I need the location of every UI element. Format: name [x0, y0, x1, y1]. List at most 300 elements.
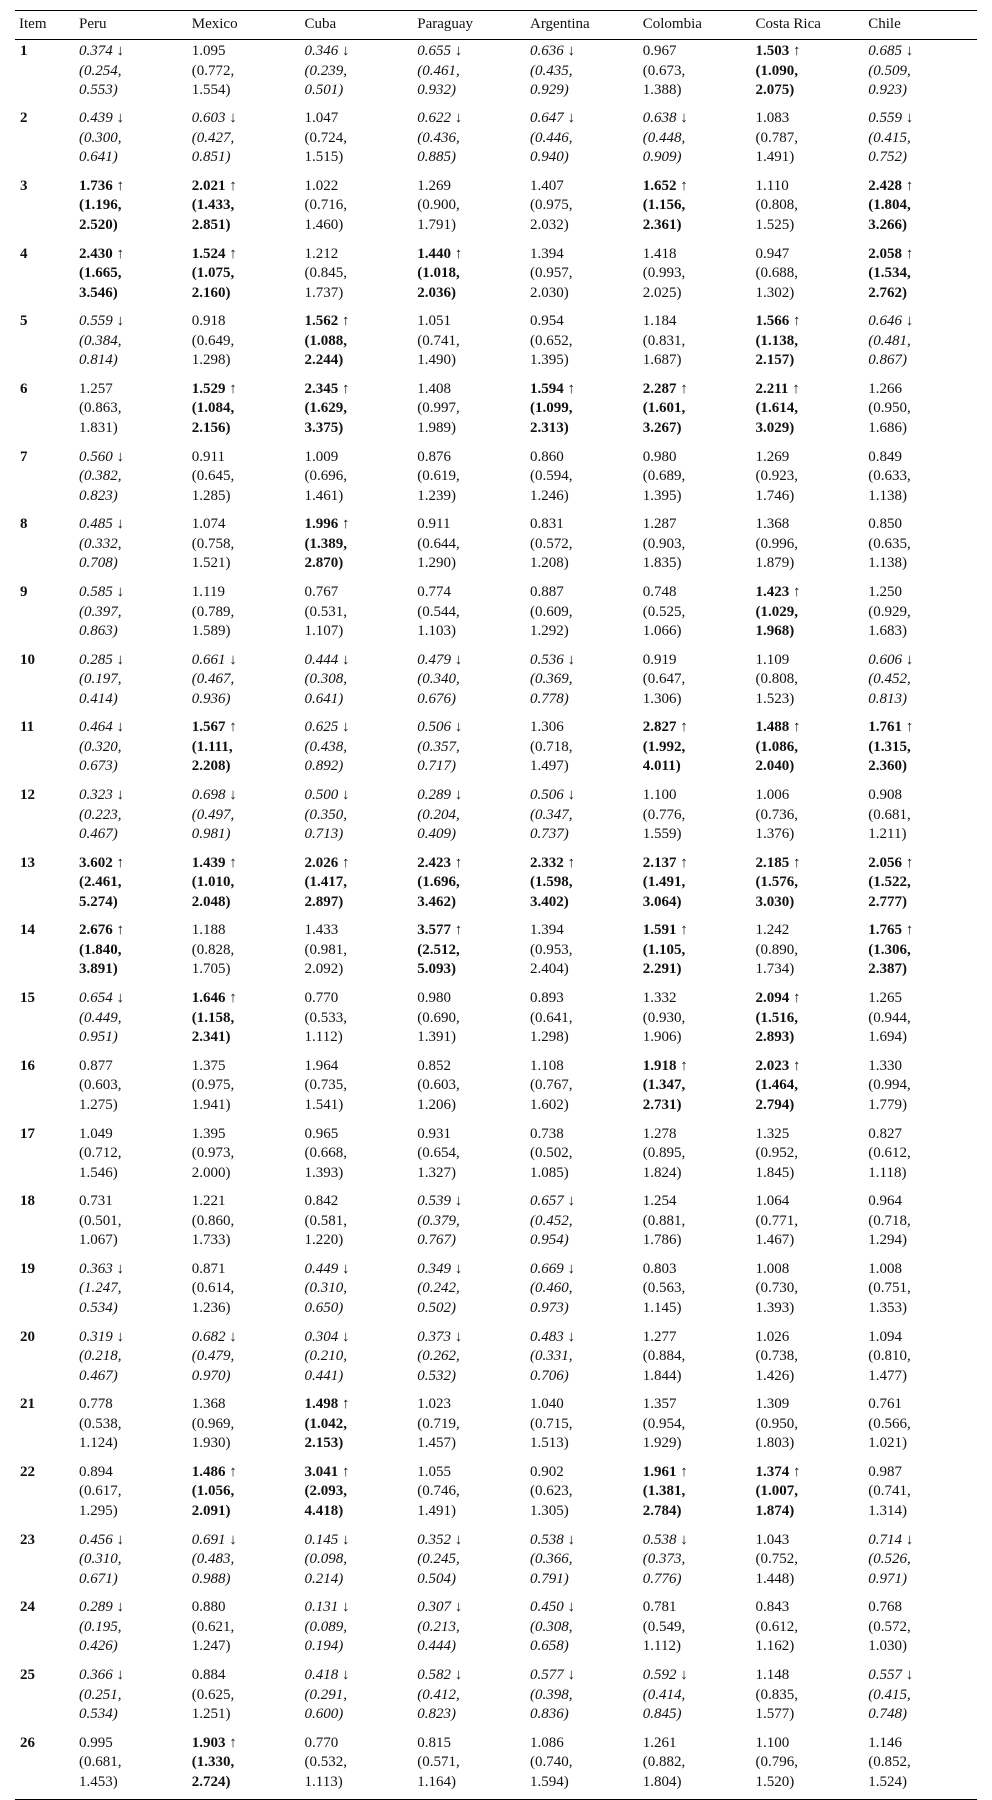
estimate-cell [417, 854, 477, 913]
row-item-number: 19 [20, 1260, 35, 1277]
estimate-value: 1.074 [191, 516, 226, 533]
estimate-value: 0.682 [191, 1328, 226, 1345]
estimate-cell [756, 380, 816, 439]
estimate-line [756, 380, 816, 400]
estimate-value: 1.043 [755, 1531, 790, 1548]
estimate-line [305, 786, 365, 806]
ci-upper: 1.546 [79, 1164, 113, 1181]
ci-lower: 0.525 [647, 603, 682, 620]
estimate-line [530, 1057, 590, 1077]
row-item-number: 24 [20, 1599, 35, 1616]
ci-lower: 2.461 [84, 874, 118, 891]
table-cell [75, 107, 188, 175]
ci-lower: 0.718 [535, 738, 569, 755]
ci-upper: 0.814 [79, 352, 113, 369]
ci-upper: 1.206 [417, 1096, 451, 1113]
table-cell [301, 987, 414, 1055]
estimate-cell [868, 1057, 928, 1116]
ci-upper-line: 0.970) [191, 1367, 231, 1384]
ci-lower-line: (0.603, [79, 1077, 122, 1094]
ci-lower: 0.654 [422, 1145, 456, 1161]
estimate-line [192, 1666, 252, 1686]
estimate-value: 0.964 [868, 1193, 902, 1210]
ci-lower: 0.741 [422, 332, 456, 349]
ci-lower: 0.612 [760, 1618, 795, 1635]
estimate-value: 2.211 [755, 380, 789, 397]
arrow-up-icon: ↑ [338, 854, 350, 871]
estimate-cell [417, 380, 477, 439]
table-row [15, 1055, 977, 1123]
table-cell [75, 1055, 188, 1123]
ci-lower: 0.852 [873, 1754, 907, 1771]
estimate-cell [530, 1531, 590, 1590]
ci-upper-line: 1.524) [868, 1773, 907, 1790]
ci-upper-line: 1.835) [642, 555, 682, 572]
ci-lower-line: (0.696, [304, 468, 347, 485]
estimate-line [868, 1666, 928, 1686]
estimate-line [79, 989, 139, 1009]
estimate-line [79, 312, 139, 332]
ci-lower-line: (0.213, [417, 1618, 460, 1635]
ci-lower-line: (1.601, [642, 400, 686, 417]
ci-upper-line: 2.897) [304, 893, 344, 910]
ci-lower: 0.767 [535, 1077, 569, 1094]
ci-lower: 0.796 [760, 1754, 795, 1771]
ci-upper-line: 0.673) [79, 758, 118, 775]
estimate-value: 1.188 [191, 922, 226, 939]
table-cell [75, 1664, 188, 1732]
estimate-value: 1.242 [755, 922, 790, 939]
ci-lower: 0.789 [196, 603, 231, 620]
estimate-cell [756, 989, 816, 1048]
estimate-cell [79, 718, 139, 777]
estimate-line [417, 1057, 477, 1077]
arrow-up-icon: ↑ [789, 43, 801, 59]
ci-upper: 0.673 [79, 758, 113, 775]
table-cell [188, 1326, 301, 1394]
table-cell [639, 581, 752, 649]
table-cell [864, 513, 977, 581]
estimate-cell [756, 921, 816, 980]
arrow-down-icon: ↓ [902, 651, 914, 668]
row-item-number: 10 [20, 651, 35, 668]
ci-lower-line: (0.996, [755, 535, 798, 552]
ci-upper-line: 1.292) [530, 623, 569, 639]
estimate-value: 2.827 [642, 719, 677, 736]
column-header-mexico: Mexico [191, 16, 238, 33]
arrow-up-icon: ↑ [789, 854, 801, 871]
arrow-up-icon: ↑ [338, 380, 350, 397]
ci-lower: 0.239 [309, 62, 344, 79]
row-item-number: 16 [20, 1057, 35, 1074]
ci-upper-line: 3.375) [304, 419, 344, 436]
table-cell [752, 919, 865, 987]
estimate-value: 0.770 [304, 990, 339, 1007]
estimate-line [192, 1395, 252, 1415]
ci-lower: 1.992 [647, 738, 682, 755]
arrow-down-icon: ↓ [563, 43, 575, 59]
ci-upper: 1.523 [755, 690, 790, 707]
ci-upper: 1.306 [642, 690, 677, 707]
row-item-number: 11 [20, 719, 35, 736]
ci-lower: 0.581 [309, 1212, 344, 1229]
arrow-up-icon: ↑ [789, 1463, 801, 1480]
table-cell [75, 852, 188, 920]
estimate-cell [643, 1598, 703, 1657]
ci-upper: 3.462 [417, 893, 451, 910]
ci-upper-line: 0.845) [642, 1706, 682, 1722]
ci-lower: 0.715 [535, 1415, 569, 1432]
table-cell [639, 40, 752, 108]
estimate-cell [643, 42, 703, 101]
ci-lower: 1.196 [84, 197, 118, 214]
ci-lower-line: (0.652, [530, 332, 573, 349]
ci-upper-line: 2.784) [642, 1502, 682, 1519]
ci-upper: 1.779 [868, 1096, 902, 1113]
estimate-cell [530, 651, 590, 710]
ci-lower: 0.944 [873, 1009, 907, 1026]
ci-lower: 0.719 [422, 1415, 456, 1432]
ci-lower: 2.512 [422, 941, 456, 958]
estimate-value: 3.602 [79, 854, 113, 871]
table-cell [413, 1123, 526, 1191]
ci-upper-line: 2.025) [642, 284, 682, 301]
estimate-value: 1.051 [417, 313, 451, 330]
row-item-number: 21 [20, 1396, 35, 1413]
estimate-value: 0.655 [417, 43, 451, 59]
column-header-argentina: Argentina [530, 16, 590, 33]
estimate-value: 0.849 [868, 448, 902, 465]
ci-upper: 1.602 [530, 1096, 564, 1113]
table-cell [639, 513, 752, 581]
estimate-line [192, 1125, 252, 1145]
ci-upper: 1.426 [755, 1367, 790, 1384]
estimate-value: 0.585 [79, 584, 113, 600]
ci-lower-line: (0.997, [417, 400, 460, 417]
ci-upper: 2.291 [642, 961, 677, 978]
estimate-line [643, 1260, 703, 1280]
ci-upper-line: 2.762) [868, 284, 907, 301]
estimate-line [79, 448, 139, 468]
table-cell [752, 243, 865, 311]
ci-lower: 0.930 [647, 1009, 682, 1026]
estimate-cell [530, 1260, 590, 1319]
table-cell [752, 649, 865, 717]
estimate-cell [192, 448, 252, 507]
estimate-line [79, 177, 139, 197]
ci-lower: 1.381 [647, 1483, 682, 1500]
arrow-up-icon: ↑ [676, 922, 688, 939]
estimate-line [192, 583, 252, 603]
estimate-cell [417, 786, 477, 845]
ci-lower-line: (2.461, [79, 874, 122, 891]
ci-upper-line: 1.554) [191, 82, 231, 98]
table-cell [188, 1055, 301, 1123]
table-cell [864, 446, 977, 514]
estimate-line [643, 1057, 703, 1077]
arrow-down-icon: ↓ [563, 110, 575, 127]
estimate-line [192, 1734, 252, 1754]
ci-upper-line: 0.467) [79, 826, 118, 843]
estimate-value: 0.887 [530, 584, 564, 600]
ci-lower: 0.900 [422, 197, 456, 214]
table-row [15, 1664, 977, 1732]
estimate-cell [79, 177, 139, 236]
estimate-line [643, 1666, 703, 1686]
ci-lower-line: (0.619, [417, 468, 460, 485]
estimate-value: 1.423 [755, 584, 790, 600]
table-container [15, 10, 977, 1800]
ci-upper-line: 0.467) [79, 1367, 118, 1384]
estimate-cell [868, 1125, 928, 1184]
ci-lower: 1.516 [760, 1009, 795, 1026]
table-cell [639, 919, 752, 987]
estimate-cell [79, 1395, 139, 1454]
ci-lower-line: (0.796, [755, 1754, 798, 1771]
ci-lower-line: (0.975, [530, 197, 573, 214]
ci-lower-line: (0.981, [304, 941, 347, 958]
ci-lower-line: (1.665, [79, 265, 122, 282]
ci-upper-line: 0.676) [417, 690, 456, 707]
estimate-cell [868, 1531, 928, 1590]
estimate-cell [530, 854, 590, 913]
ci-lower-line: (0.944, [868, 1009, 911, 1026]
estimate-value: 0.539 [417, 1193, 451, 1210]
estimate-cell [305, 42, 365, 101]
estimate-line [305, 245, 365, 265]
ci-upper: 1.285 [191, 487, 226, 504]
arrow-down-icon: ↓ [902, 110, 914, 127]
ci-upper-line: 0.194) [304, 1638, 344, 1655]
estimate-value: 0.850 [868, 516, 902, 533]
table-cell [526, 1326, 639, 1394]
ci-upper: 0.426 [79, 1638, 113, 1655]
estimate-cell [417, 1260, 477, 1319]
estimate-line [192, 1531, 252, 1551]
table-row [15, 513, 977, 581]
table-row [15, 1596, 977, 1664]
ci-upper-line: 2.036) [417, 284, 456, 301]
ci-upper: 0.658 [530, 1638, 564, 1655]
estimate-value: 1.524 [191, 245, 226, 262]
ci-upper-line: 2.156) [191, 419, 231, 436]
table-cell [413, 1596, 526, 1664]
ci-upper: 0.708 [79, 555, 113, 572]
estimate-line [643, 177, 703, 197]
ci-upper-line: 0.954) [530, 1232, 569, 1249]
estimate-line [305, 1192, 365, 1212]
arrow-up-icon: ↑ [338, 313, 350, 330]
ci-lower: 0.449 [84, 1009, 118, 1026]
ci-upper: 1.021 [868, 1435, 902, 1452]
ci-lower: 0.350 [309, 806, 344, 823]
ci-upper-line: 1.804) [642, 1773, 682, 1790]
estimate-value: 1.086 [530, 1734, 564, 1751]
ci-upper-line: 1.138) [868, 487, 907, 504]
estimate-value: 0.349 [417, 1260, 451, 1277]
ci-lower-line: (0.310, [304, 1280, 347, 1297]
ci-lower: 0.890 [760, 941, 795, 958]
arrow-down-icon: ↓ [112, 787, 124, 804]
estimate-cell [868, 1260, 928, 1319]
estimate-line [868, 1531, 928, 1551]
ci-upper-line: 1.786) [642, 1232, 682, 1249]
ci-upper-line: 2.048) [191, 893, 231, 910]
estimate-cell [305, 651, 365, 710]
estimate-value: 0.373 [417, 1328, 451, 1345]
estimate-cell [305, 1395, 365, 1454]
ci-lower-line: (0.690, [417, 1009, 460, 1026]
arrow-down-icon: ↓ [902, 1667, 914, 1683]
arrow-up-icon: ↑ [112, 922, 124, 939]
estimate-value: 0.506 [417, 719, 451, 736]
ci-upper: 1.298 [530, 1029, 564, 1046]
ci-upper-line: 1.577) [755, 1706, 795, 1722]
arrow-up-icon: ↑ [451, 854, 463, 871]
table-cell [188, 716, 301, 784]
ci-upper: 2.777 [868, 893, 902, 910]
table-cell [864, 378, 977, 446]
ci-upper-line: 1.388) [642, 82, 682, 98]
ci-lower-line: (0.993, [642, 265, 686, 282]
table-cell [639, 378, 752, 446]
ci-lower-line: (0.641, [530, 1009, 573, 1026]
ci-upper-line: 2.870) [304, 555, 344, 572]
estimate-line [643, 989, 703, 1009]
estimate-value: 3.577 [417, 922, 451, 939]
estimate-line [868, 177, 928, 197]
table-cell [75, 649, 188, 717]
estimate-line [530, 1598, 590, 1618]
estimate-cell [417, 1463, 477, 1522]
estimate-cell [192, 718, 252, 777]
estimate-cell [756, 1328, 816, 1387]
row-item-number: 25 [20, 1667, 35, 1683]
estimate-value: 0.346 [304, 43, 339, 59]
estimate-value: 1.330 [868, 1057, 902, 1074]
estimate-value: 1.309 [755, 1396, 790, 1413]
estimate-cell [756, 1057, 816, 1116]
estimate-cell [868, 1666, 928, 1725]
table-row [15, 852, 977, 920]
table-row [15, 987, 977, 1055]
ci-lower: 0.571 [422, 1754, 456, 1771]
ci-lower-line: (0.414, [642, 1686, 686, 1703]
table-cell [752, 987, 865, 1055]
estimate-cell [79, 1666, 139, 1725]
ci-upper-line: 1.138) [868, 555, 907, 572]
ci-lower: 0.332 [84, 535, 118, 552]
table-cell [864, 310, 977, 378]
estimate-cell [868, 921, 928, 980]
ci-lower: 0.668 [309, 1145, 344, 1161]
ci-lower-line: (1.629, [304, 400, 347, 417]
ci-upper-line: 0.752) [868, 149, 907, 166]
ci-lower-line: (0.625, [191, 1686, 235, 1703]
estimate-line [530, 380, 590, 400]
estimate-value: 0.636 [530, 43, 564, 59]
ci-upper: 2.036 [417, 284, 451, 301]
ci-upper-line: 0.867) [868, 352, 907, 369]
arrow-down-icon: ↓ [225, 1328, 237, 1345]
table-cell [639, 1055, 752, 1123]
arrow-down-icon: ↓ [112, 313, 124, 330]
ci-lower: 0.245 [422, 1551, 456, 1568]
ci-lower: 0.438 [309, 738, 344, 755]
ci-lower-line: (1.840, [79, 941, 122, 958]
ci-upper: 1.085 [530, 1164, 564, 1181]
ci-lower: 1.042 [309, 1415, 344, 1432]
ci-lower-line: (0.895, [642, 1145, 686, 1161]
ci-upper-line: 0.737) [530, 826, 569, 843]
ci-lower-line: (1.007, [755, 1483, 798, 1500]
ci-lower-line: (0.308, [530, 1618, 573, 1635]
estimate-line [530, 921, 590, 941]
ci-lower-line: (0.845, [304, 265, 347, 282]
table-cell [188, 649, 301, 717]
ci-lower-line: (1.105, [642, 941, 686, 958]
estimate-cell [643, 1328, 703, 1387]
estimate-value: 1.408 [417, 380, 451, 397]
estimate-cell [643, 245, 703, 304]
ci-upper: 1.164 [417, 1773, 451, 1790]
estimate-line [305, 448, 365, 468]
estimate-cell [530, 1598, 590, 1657]
ci-upper: 2.092 [304, 961, 339, 978]
estimate-line [79, 1598, 139, 1618]
estimate-cell [192, 1260, 252, 1319]
ci-upper-line: 1.941) [191, 1096, 231, 1113]
ci-upper: 1.208 [530, 555, 564, 572]
column-header-paraguay: Paraguay [417, 16, 474, 33]
ci-upper: 1.791 [417, 216, 451, 233]
estimate-line [530, 651, 590, 671]
ci-upper: 0.650 [304, 1299, 339, 1316]
ci-upper: 1.874 [755, 1502, 790, 1519]
ci-lower-line: (0.412, [417, 1686, 460, 1703]
ci-upper: 1.929 [642, 1435, 677, 1452]
ci-lower-line: (1.056, [191, 1483, 235, 1500]
table-cell [188, 513, 301, 581]
ci-upper: 0.713 [304, 826, 339, 843]
estimate-value: 0.559 [79, 313, 113, 330]
estimate-line [530, 1328, 590, 1348]
estimate-value: 2.345 [304, 380, 339, 397]
estimate-line [417, 515, 477, 535]
ci-upper-line: 3.030) [755, 893, 795, 910]
table-row [15, 1529, 977, 1597]
ci-lower: 1.598 [535, 874, 569, 891]
ci-upper-line: 1.066) [642, 623, 682, 639]
ci-upper-line: 1.737) [304, 284, 344, 301]
table-cell [526, 919, 639, 987]
estimate-cell [79, 515, 139, 574]
ci-lower: 0.681 [873, 806, 907, 823]
ci-upper: 2.032 [530, 216, 564, 233]
ci-lower: 0.254 [84, 62, 118, 79]
estimate-cell [530, 177, 590, 236]
ci-lower: 0.736 [760, 806, 795, 823]
table-cell [526, 446, 639, 514]
estimate-cell [417, 109, 477, 168]
estimate-line [417, 42, 477, 62]
ci-upper-line: 1.541) [304, 1096, 344, 1113]
estimate-value: 1.109 [755, 651, 790, 668]
estimate-value: 1.529 [191, 380, 226, 397]
estimate-cell [417, 245, 477, 304]
table-cell [413, 107, 526, 175]
estimate-value: 3.041 [304, 1463, 339, 1480]
